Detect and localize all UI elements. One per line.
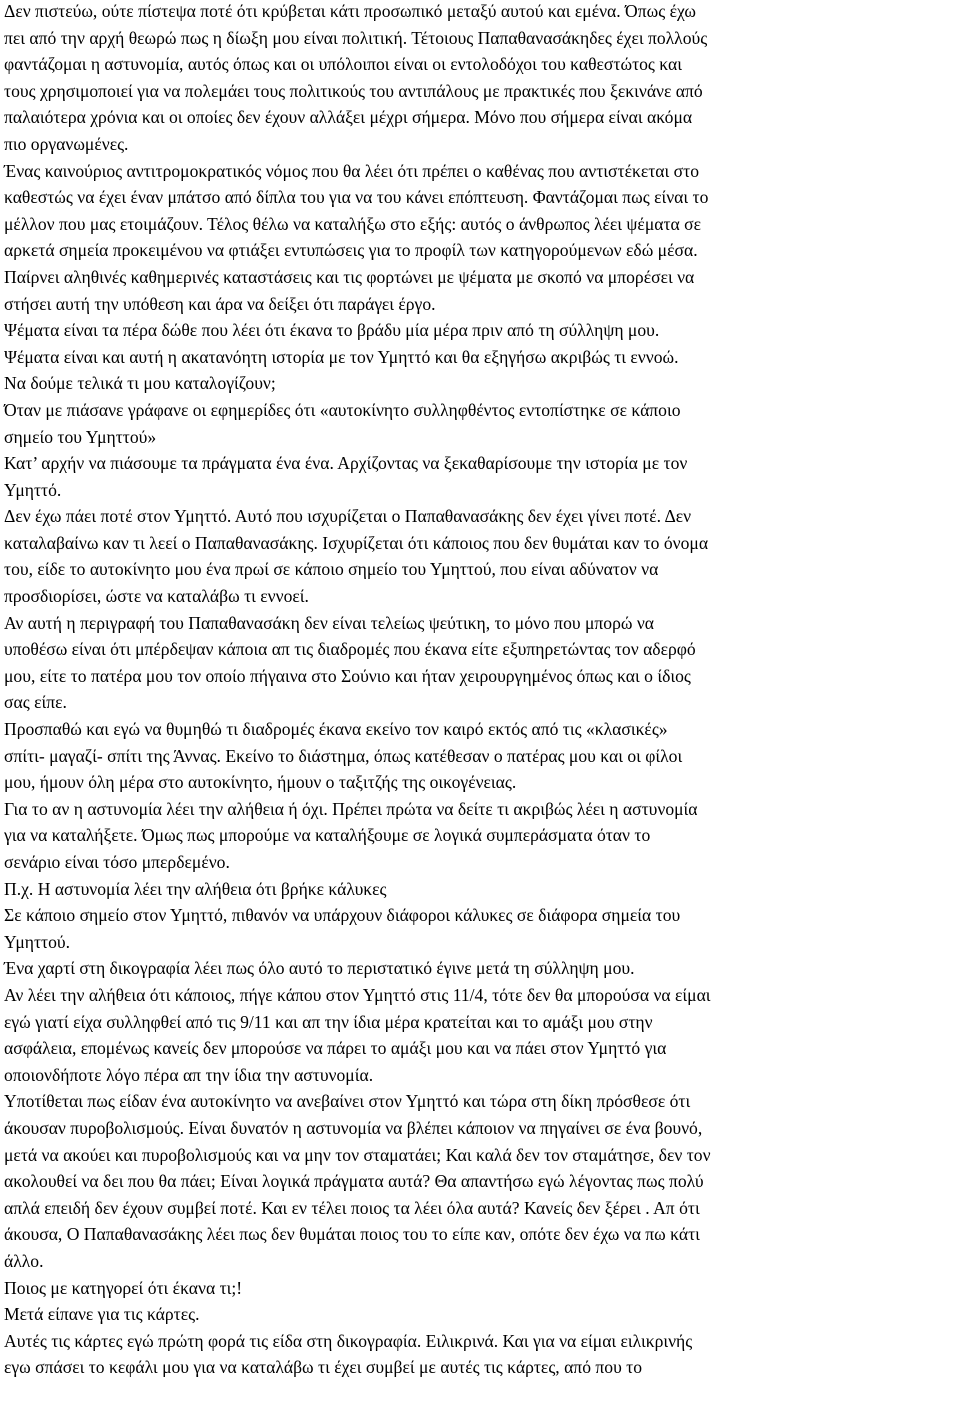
text-line: για να καταλήξετε. Όμως πως μπορούμε να καταλήξουμε σε λογικά συμπεράσματα όταν το	[4, 825, 651, 846]
text-line: Ψέματα είναι και αυτή η ακατανόητη ιστορία με τον Υμηττό και θα εξηγήσω ακριβώς τι εννοώ.	[4, 346, 679, 367]
text-line: υποθέσω είναι ότι μπέρδεψαν κάποια απ τις διαδρομές που έκανα είτε εξυπηρετώντας τον αδερφό	[4, 639, 696, 660]
text-line: μετά να ακούει και πυροβολισμούς και να μην τον σταματάει; Και καλά δεν τον σταμάτησε, δεν τον	[4, 1144, 711, 1165]
text-line: Παίρνει αληθινές καθημερινές καταστάσεις και τις φορτώνει με ψέματα με σκοπό να μπορέσει να	[4, 266, 695, 287]
text-line: Υποτίθεται πως είδαν ένα αυτοκίνητο να ανεβαίνει στον Υμηττό και τώρα στη δίκη πρόσθεσε ότι	[4, 1091, 691, 1112]
text-line: Αν λέει την αλήθεια ότι κάποιος, πήγε κάπου στον Υμηττό στις 11/4, τότε δεν θα μπορούσα να είμαι	[4, 984, 711, 1005]
text-line: καθεστώς να έχει έναν μπάτσο από δίπλα του για να του κάνει επόπτευση. Φαντάζομαι πως είναι το	[4, 187, 709, 208]
document-body	[4, 0, 956, 1381]
text-line: στήσει αυτή την υπόθεση και άρα να δείξει ότι παράγει έργο.	[4, 293, 436, 314]
text-line: Δεν πιστεύω, ούτε πίστεψα ποτέ ότι κρύβεται κάτι προσωπικό μεταξύ αυτού και εμένα. Όπως έχω	[4, 1, 696, 21]
text-line: πει από την αρχή θεωρώ πως η δίωξη μου είναι πολιτική. Τέτοιους Παπαθανασάκηδες έχει πολλούς	[4, 27, 708, 48]
text-line: Δεν έχω πάει ποτέ στον Υμηττό. Αυτό που ισχυρίζεται ο Παπαθανασάκης δεν έχει γίνει ποτέ. Δεν	[4, 506, 692, 527]
text-line: Όταν με πιάσανε γράφανε οι εφημερίδες ότι «αυτοκίνητο συλληφθέντος εντοπίστηκε σε κάποιο	[4, 399, 681, 420]
text-line: ασφάλεια, επομένως κανείς δεν μπορούσε να πάρει το αμάξι μου και να πάει στον Υμηττό για	[4, 1038, 667, 1059]
text-line: οποιονδήποτε λόγο πέρα απ την ίδια την αστυνομία.	[4, 1064, 374, 1085]
text-line: άκουσα, Ο Παπαθανασάκης λέει πως δεν θυμάται ποιος του το είπε καν, οπότε δεν έχω να πω κάτι	[4, 1224, 700, 1245]
text-line: άλλο.	[4, 1250, 44, 1271]
text-line: Αν αυτή η περιγραφή του Παπαθανασάκη δεν είναι τελείως ψεύτικη, το μόνο που μπορώ να	[4, 612, 655, 633]
text-line: Προσπαθώ και εγώ να θυμηθώ τι διαδρομές έκανα εκείνο τον καιρό εκτός από τις «κλασικές»	[4, 719, 668, 740]
text-line: Υμηττό.	[4, 479, 62, 500]
text-line: φαντάζομαι η αστυνομία, αυτός όπως και οι υπόλοιποι είναι οι εντολοδόχοι του καθεστώτος και	[4, 54, 682, 75]
text-line: σενάριο είναι τόσο μπερδεμένο.	[4, 852, 230, 872]
text-line: Σε κάποιο σημείο στον Υμηττό, πιθανόν να υπάρχουν διάφοροι κάλυκες σε διάφορα σημεία του	[4, 905, 681, 926]
text-line: άκουσαν πυροβολισμούς. Είναι δυνατόν η αστυνομία να βλέπει κάποιον να πηγαίνει σε ένα βουνό,	[4, 1117, 703, 1138]
text-line: ακολουθεί να δει που θα πάει; Είναι λογικά πράγματα αυτά? Θα απαντήσω εγώ λέγοντας πως πολύ	[4, 1171, 704, 1192]
text-line: σας είπε.	[4, 692, 67, 713]
text-line: Μετά είπανε για τις κάρτες.	[4, 1304, 200, 1325]
text-line: μου, είτε το πατέρα μου τον οποίο πήγαινα στο Σούνιο και ήταν χειρουργημένος όπως και ο ίδιος	[4, 665, 691, 686]
text-line: πιο οργανωμένες.	[4, 133, 129, 154]
text-line: Π.χ. Η αστυνομία λέει την αλήθεια ότι βρήκε κάλυκες	[4, 878, 387, 899]
text-line: Αυτές τις κάρτες εγώ πρώτη φορά τις είδα στη δικογραφία. Ειλικρινά. Και για να είμαι ειλικρινής	[4, 1330, 693, 1351]
text-line: τους χρησιμοποιεί για να πολεμάει τους πολιτικούς του αντιπάλους με πρακτικές που ξεκινάνε από	[4, 80, 703, 101]
text-line: του, είδε το αυτοκίνητο μου ένα πρωί σε κάποιο σημείο του Υμηττού, που είναι αδύνατον να	[4, 559, 659, 580]
text-line: εγώ γιατί είχα συλληφθεί από τις 9/11 και απ την ίδια μέρα κρατείται και το αμάξι μου στην	[4, 1011, 653, 1032]
text-line: Κατ’ αρχήν να πιάσουμε τα πράγματα ένα ένα. Αρχίζοντας να ξεκαθαρίσουμε την ιστορία με τον	[4, 453, 688, 474]
text-line: μου, ήμουν όλη μέρα στο αυτοκίνητο, ήμουν ο ταξιτζής της οικογένειας.	[4, 772, 517, 793]
text-line: αρκετά σημεία προκειμένου να φτιάξει εντυπώσεις για το προφίλ των κατηγορούμενων εδώ μέσα.	[4, 240, 698, 261]
text-line: Ένα χαρτί στη δικογραφία λέει πως όλο αυτό το περιστατικό έγινε μετά τη σύλληψη μου.	[4, 958, 635, 979]
text-line: Υμηττού.	[4, 931, 70, 952]
text-line: απλά επειδή δεν έχουν συμβεί ποτέ. Και εν τέλει ποιος τα λέει όλα αυτά? Κανείς δεν ξέρει . Απ ότι	[4, 1197, 700, 1218]
text-line: εγω σπάσει το κεφάλι μου για να καταλάβω τι έχει συμβεί με αυτές τις κάρτες, από που το	[4, 1357, 643, 1378]
text-line: Ψέματα είναι τα πέρα δώθε που λέει ότι έκανα το βράδυ μία μέρα πριν από τη σύλληψη μου.	[4, 320, 660, 341]
text-line: προσδιορίσει, ώστε να καταλάβω τι εννοεί.	[4, 586, 309, 607]
text-line: σπίτι- μαγαζί- σπίτι της Άννας. Εκείνο το διάστημα, όπως κατέθεσαν ο πατέρας μου και οι φίλοι	[4, 745, 683, 766]
text-line: σημείο του Υμηττού»	[4, 426, 157, 447]
text-line: Ένας καινούριος αντιτρομοκρατικός νόμος που θα λέει ότι πρέπει ο καθένας που αντιστέκεται στο	[4, 160, 699, 181]
text-line: Ποιος με κατηγορεί ότι έκανα τι;!	[4, 1277, 243, 1298]
text-line: μέλλον που μας ετοιμάζουν. Τέλος θέλω να καταλήξω στο εξής: αυτός ο άνθρωπος λέει ψέματα σε	[4, 213, 702, 234]
text-line: παλαιότερα χρόνια και οι οποίες δεν έχουν αλλάξει μέχρι σήμερα. Μόνο που σήμερα είναι ακόμα	[4, 107, 693, 128]
text-line: καταλαβαίνω καν τι λεεί ο Παπαθανασάκης. Ισχυρίζεται ότι κάποιος που δεν θυμάται καν το όνομα	[4, 532, 709, 553]
text-line: Να δούμε τελικά τι μου καταλογίζουν;	[4, 373, 276, 394]
text-line: Για το αν η αστυνομία λέει την αλήθεια ή όχι. Πρέπει πρώτα να δείτε τι ακριβώς λέει η αστυνομία	[4, 798, 698, 819]
